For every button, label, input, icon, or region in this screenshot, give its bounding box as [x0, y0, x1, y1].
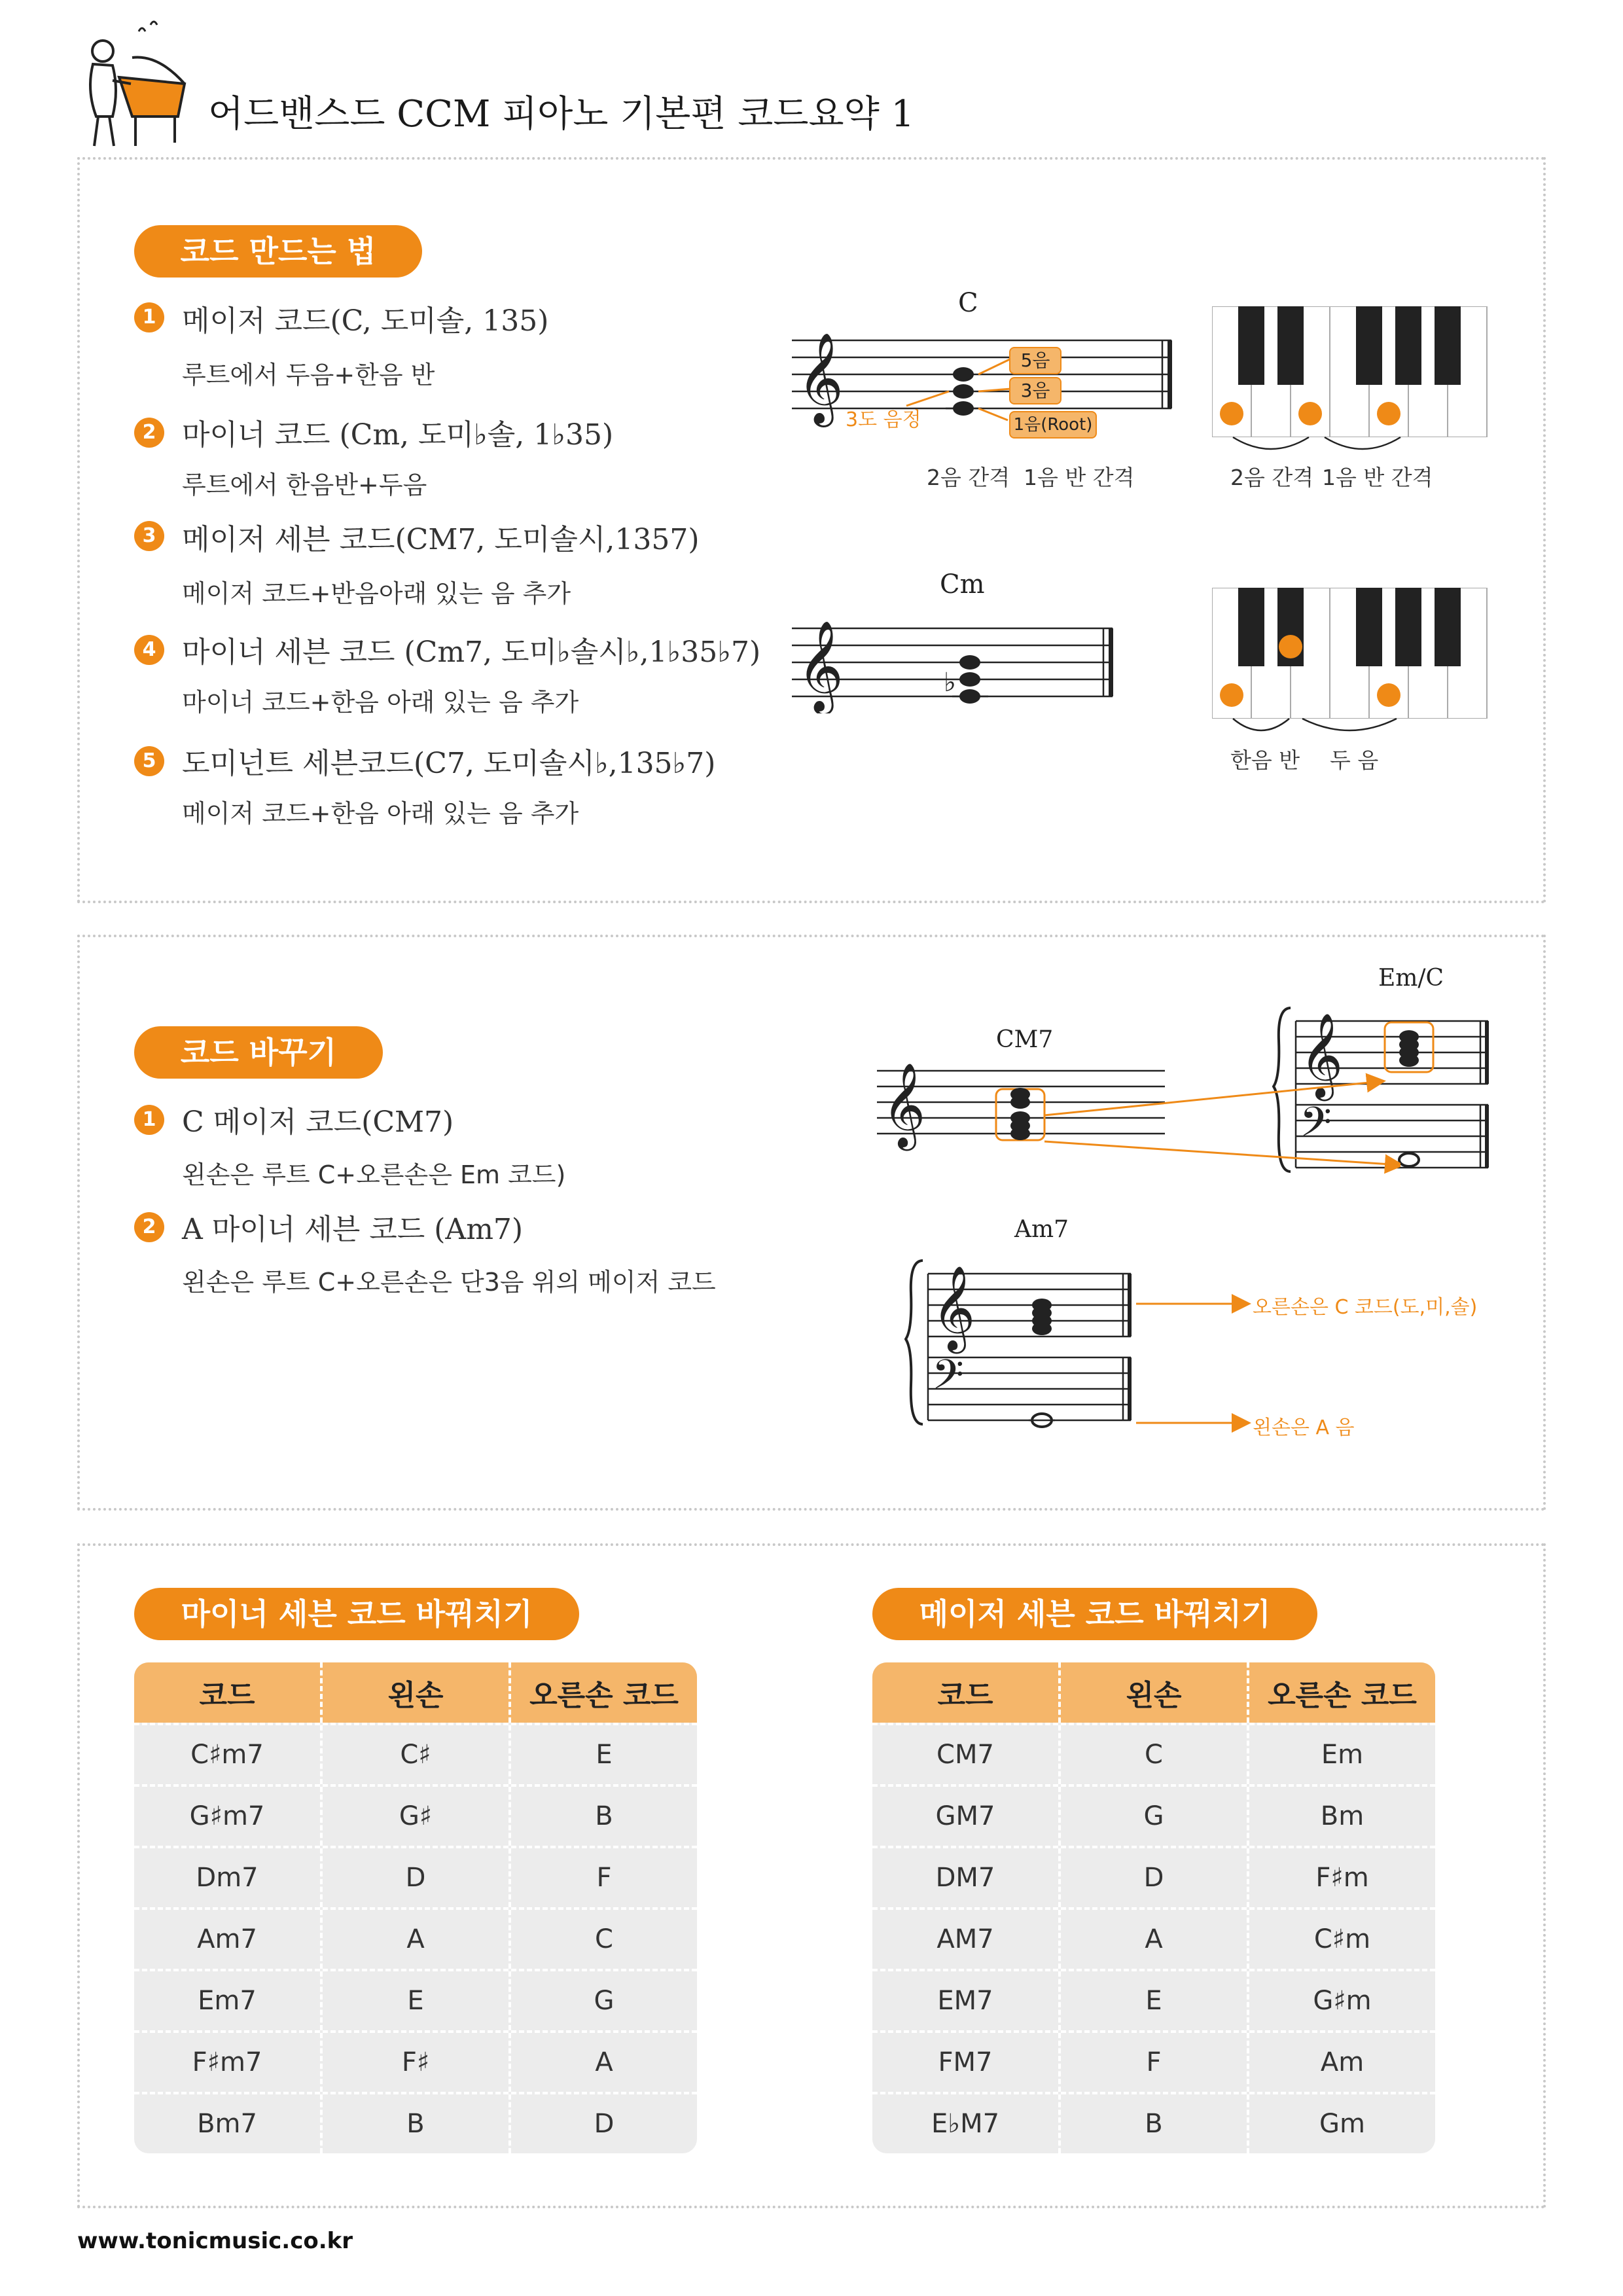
- cell-right: Em: [1247, 1725, 1435, 1784]
- cell-left: G: [1058, 1787, 1247, 1846]
- major-seventh-desc: 메이저 코드+반음아래 있는 음 추가: [182, 579, 571, 608]
- dominant-seventh-title: 도미넌트 세븐코드(C7, 도미솔시♭,135♭7): [182, 747, 716, 780]
- table-row: [872, 1907, 1435, 1969]
- cell-left: D: [1058, 1848, 1247, 1907]
- svg-text:𝄞: 𝄞: [932, 1265, 976, 1350]
- badge-fifth: 5음: [1009, 347, 1061, 374]
- section2-pill: 코드 바꾸기: [134, 1026, 383, 1079]
- cell-left: B: [320, 2094, 508, 2153]
- cell-left: D: [320, 1848, 508, 1907]
- piano-cm-gap2: 두 음: [1330, 747, 1379, 773]
- cell-right: A: [508, 2033, 697, 2092]
- header-left-hand: 왼손: [320, 1662, 508, 1723]
- piano-cm-gap1: 한음 반: [1230, 747, 1300, 773]
- svg-text:♭: ♭: [944, 668, 956, 698]
- cell-chord: Dm7: [196, 1863, 259, 1893]
- minor-seventh-title: 마이너 세븐 코드 (Cm7, 도미♭솔시♭,1♭35♭7): [182, 636, 761, 669]
- table-row: [872, 1784, 1435, 1846]
- chord-c-name: C: [958, 288, 978, 318]
- cell-chord: CM7: [936, 1740, 994, 1770]
- table-row: [872, 2030, 1435, 2092]
- c-staff-gap2: 1음 반 간격: [1024, 465, 1135, 490]
- am7-left-hand-label: 왼손은 A 음: [1253, 1416, 1355, 1439]
- minor-seventh-table: [134, 1662, 697, 2153]
- cell-right: Gm: [1247, 2094, 1435, 2153]
- cell-right: F♯m: [1247, 1848, 1435, 1907]
- minor-table-pill: 마이너 세븐 코드 바꿔치기: [134, 1588, 579, 1640]
- cell-right: E: [508, 1725, 697, 1784]
- cm7-change-desc: 왼손은 루트 C+오른손은 Em 코드): [182, 1160, 566, 1189]
- header-left-hand: 왼손: [1058, 1662, 1247, 1723]
- am7-grand-staff: [904, 1247, 1140, 1444]
- major-seventh-title: 메이저 세븐 코드(CM7, 도미솔시,1357): [182, 523, 700, 556]
- table-header: [134, 1662, 697, 1723]
- chord-change-arrows: [1034, 1060, 1400, 1178]
- table-row: [134, 1907, 697, 1969]
- minor-chord-title: 마이너 코드 (Cm, 도미♭솔, 1♭35): [182, 418, 614, 452]
- cm7-name: CM7: [996, 1026, 1054, 1053]
- table-row: [134, 2092, 697, 2153]
- am7-name: Am7: [1014, 1216, 1069, 1243]
- third-interval-label: 3도 음정: [846, 408, 921, 431]
- header-right-chord: 오른손 코드: [1247, 1662, 1435, 1723]
- svg-text:𝄞: 𝄞: [797, 620, 844, 711]
- header-chord: 코드: [937, 1679, 993, 1712]
- cell-chord: E♭M7: [931, 2109, 1000, 2139]
- pianist-logo: [73, 18, 191, 149]
- cell-right: Am: [1247, 2033, 1435, 2092]
- emc-name: Em/C: [1378, 965, 1444, 992]
- cell-right: G: [508, 1971, 697, 2030]
- am7-change-title: A 마이너 세븐 코드 (Am7): [182, 1213, 524, 1246]
- table-row: [134, 1969, 697, 2030]
- cell-left: F: [1058, 2033, 1247, 2092]
- cell-left: E: [1058, 1971, 1247, 2030]
- am7-right-hand-label: 오른손은 C 코드(도,미,솔): [1253, 1296, 1478, 1319]
- item-number: 1: [134, 302, 164, 332]
- cell-left: C: [1058, 1725, 1247, 1784]
- table-header: [872, 1662, 1435, 1723]
- cm-chord-staff: [792, 609, 1185, 713]
- piano-c-arcs: [1219, 429, 1428, 462]
- page-title: 어드밴스드 CCM 피아노 기본편 코드요약 1: [208, 93, 915, 135]
- cell-right: C♯m: [1247, 1910, 1435, 1969]
- cell-left: G♯: [320, 1787, 508, 1846]
- cell-chord: F♯m7: [192, 2047, 262, 2077]
- am7-arrows: [1136, 1289, 1254, 1433]
- cell-chord: FM7: [938, 2047, 993, 2077]
- major-chord-desc: 루트에서 두음+한음 반: [182, 361, 435, 389]
- minor-chord-desc: 루트에서 한음반+두음: [182, 471, 427, 499]
- svg-text:𝄢: 𝄢: [1300, 1098, 1332, 1156]
- cell-right: G♯m: [1247, 1971, 1435, 2030]
- cell-chord: EM7: [937, 1986, 993, 2016]
- piano-c-gap1: 2음 간격: [1230, 465, 1314, 490]
- cell-chord: Am7: [197, 1924, 257, 1954]
- table-row: [872, 1846, 1435, 1907]
- table-row: [134, 1784, 697, 1846]
- table-row: [134, 2030, 697, 2092]
- svg-text:𝄞: 𝄞: [882, 1062, 926, 1147]
- cell-left: E: [320, 1971, 508, 2030]
- cell-chord: G♯m7: [189, 1801, 265, 1831]
- table-row: [134, 1846, 697, 1907]
- piano-cm-arcs: [1219, 711, 1428, 744]
- svg-text:𝄞: 𝄞: [797, 332, 844, 423]
- item-number: 1: [134, 1105, 164, 1135]
- cell-chord: Bm7: [197, 2109, 257, 2139]
- cell-right: B: [508, 1787, 697, 1846]
- chord-cm-name: Cm: [940, 569, 985, 600]
- table-row: [872, 2092, 1435, 2153]
- svg-text:𝄞: 𝄞: [1300, 1013, 1344, 1098]
- minor-seventh-desc: 마이너 코드+한음 아래 있는 음 추가: [182, 688, 579, 717]
- cm7-change-title: C 메이저 코드(CM7): [182, 1105, 454, 1139]
- piano-c-gap2: 1음 반 간격: [1322, 465, 1433, 490]
- badge-root: 1음(Root): [1009, 411, 1097, 439]
- cell-left: C♯: [320, 1725, 508, 1784]
- cell-left: A: [1058, 1910, 1247, 1969]
- cell-right: Bm: [1247, 1787, 1435, 1846]
- major-chord-title: 메이저 코드(C, 도미솔, 135): [182, 304, 549, 338]
- badge-third: 3음: [1009, 377, 1061, 404]
- am7-change-desc: 왼손은 루트 C+오른손은 단3음 위의 메이저 코드: [182, 1268, 716, 1297]
- cell-chord: C♯m7: [190, 1740, 264, 1770]
- item-number: 3: [134, 521, 164, 551]
- item-number: 2: [134, 1212, 164, 1242]
- footer-url[interactable]: www.tonicmusic.co.kr: [77, 2228, 353, 2254]
- cell-left: B: [1058, 2094, 1247, 2153]
- table-row: [872, 1969, 1435, 2030]
- cell-chord: DM7: [935, 1863, 995, 1893]
- cell-right: C: [508, 1910, 697, 1969]
- major-seventh-table: [872, 1662, 1435, 2153]
- item-number: 5: [134, 746, 164, 776]
- piano-keyboard-c: [1212, 306, 1492, 437]
- cell-chord: Em7: [198, 1986, 257, 2016]
- table-row: [872, 1723, 1435, 1784]
- item-number: 2: [134, 418, 164, 448]
- section1-pill: 코드 만드는 법: [134, 225, 422, 278]
- cell-left: A: [320, 1910, 508, 1969]
- c-staff-gap1: 2음 간격: [927, 465, 1010, 490]
- cell-right: F: [508, 1848, 697, 1907]
- cell-left: F♯: [320, 2033, 508, 2092]
- header-chord: 코드: [199, 1679, 255, 1712]
- cell-right: D: [508, 2094, 697, 2153]
- item-number: 4: [134, 635, 164, 665]
- dominant-seventh-desc: 메이저 코드+한음 아래 있는 음 추가: [182, 799, 579, 828]
- piano-keyboard-cm: [1212, 588, 1492, 719]
- table-row: [134, 1723, 697, 1784]
- cell-chord: AM7: [936, 1924, 994, 1954]
- major-table-pill: 메이저 세븐 코드 바꿔치기: [872, 1588, 1317, 1640]
- header-right-chord: 오른손 코드: [508, 1662, 697, 1723]
- cell-chord: GM7: [935, 1801, 995, 1831]
- svg-text:𝄢: 𝄢: [932, 1350, 964, 1408]
